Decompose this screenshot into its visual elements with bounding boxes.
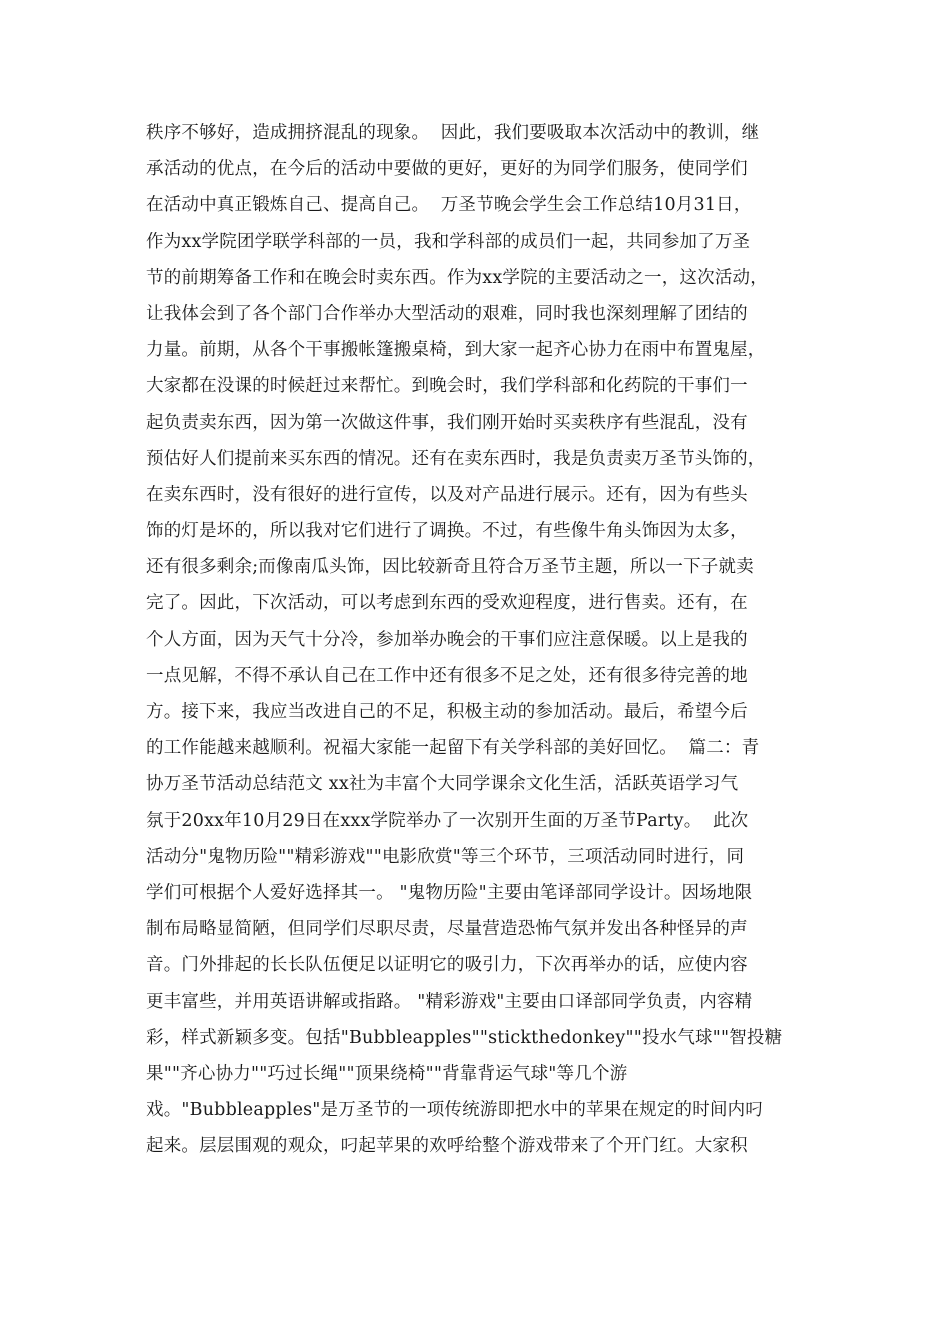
text-line: 预估好人们提前来买东西的情况。还有在卖东西时，我是负责卖万圣节头饰的， <box>146 448 766 469</box>
text-line: 作为xx学院团学联学科部的一员，我和学科部的成员们一起，共同参加了万圣 <box>146 231 751 252</box>
text-line: 承活动的优点，在今后的活动中要做的更好，更好的为同学们服务，使同学们 <box>146 159 748 180</box>
text-line: 节的前期筹备工作和在晚会时卖东西。作为xx学院的主要活动之一，这次活动， <box>146 267 768 288</box>
text-line: 的工作能越来越顺利。祝福大家能一起留下有关学科部的美好回忆。 篇二：青 <box>146 738 760 759</box>
text-line: 方。接下来，我应当改进自己的不足，积极主动的参加活动。最后，希望今后 <box>146 702 748 722</box>
text-line: 起负责卖东西，因为第一次做这件事，我们刚开始时买卖秩序有些混乱，没有 <box>146 412 748 433</box>
text-line: 彩，样式新颖多变。包括"Bubbleapples""stickthedonkey""投水气球""智投糖 <box>146 1027 783 1048</box>
text-line: 饰的灯是坏的，所以我对它们进行了调换。不过，有些像牛角头饰因为太多， <box>146 521 748 542</box>
text-line: 起来。层层围观的观众，叼起苹果的欢呼给整个游戏带来了个开门红。大家积 <box>146 1136 748 1157</box>
text-line: 大家都在没课的时候赶过来帮忙。到晚会时，我们学科部和化药院的干事们一 <box>146 376 748 397</box>
text-line: 在卖东西时，没有很好的进行宣传，以及对产品进行展示。还有，因为有些头 <box>146 484 748 505</box>
text-line: 学们可根据个人爱好选择其一。 "鬼物历险"主要由笔译部同学设计。因场地限 <box>146 882 753 903</box>
text-line: 戏。"Bubbleapples"是万圣节的一项传统游即把水中的苹果在规定的时间内叼 <box>146 1100 764 1121</box>
text-line: 制布局略显简陋，但同学们尽职尽责，尽量营造恐怖气氛并发出各种怪异的声 <box>146 919 748 940</box>
text-line: 活动分"鬼物历险""精彩游戏""电影欣赏"等三个环节，三项活动同时进行，同 <box>146 846 745 867</box>
text-line: 果""齐心协力""巧过长绳""顶果绕椅""背靠背运气球"等几个游 <box>146 1063 628 1084</box>
document-body <box>146 115 826 1164</box>
text-line: 音。门外排起的长长队伍便足以证明它的吸引力，下次再举办的话，应使内容 <box>146 955 748 976</box>
text-line: 秩序不够好，造成拥挤混乱的现象。 因此，我们要吸取本次活动中的教训，继 <box>146 123 760 143</box>
text-line: 个人方面，因为天气十分冷，参加举办晚会的干事们应注意保暖。以上是我的 <box>146 629 748 650</box>
text-line: 还有很多剩余;而像南瓜头饰，因比较新奇且符合万圣节主题，所以一下子就卖 <box>146 557 754 578</box>
text-line: 在活动中真正锻炼自己、提高自己。 万圣节晚会学生会工作总结10月31日， <box>146 195 752 216</box>
text-line: 更丰富些，并用英语讲解或指路。 "精彩游戏"主要由口译部同学负责，内容精 <box>146 991 753 1012</box>
text-line: 让我体会到了各个部门合作举办大型活动的艰难，同时我也深刻理解了团结的 <box>146 303 748 324</box>
text-line: 力量。前期，从各个干事搬帐篷搬桌椅，到大家一起齐心协力在雨中布置鬼屋， <box>146 340 766 361</box>
text-line: 完了。因此，下次活动，可以考虑到东西的受欢迎程度，进行售卖。还有，在 <box>146 593 748 614</box>
text-line: 一点见解，不得不承认自己在工作中还有很多不足之处，还有很多待完善的地 <box>146 665 748 686</box>
text-line: 氛于20xx年10月29日在xxx学院举办了一次别开生面的万圣节Party。 此次 <box>146 810 749 831</box>
text-line: 协万圣节活动总结范文 xx社为丰富个大同学课余文化生活，活跃英语学习气 <box>146 774 739 795</box>
